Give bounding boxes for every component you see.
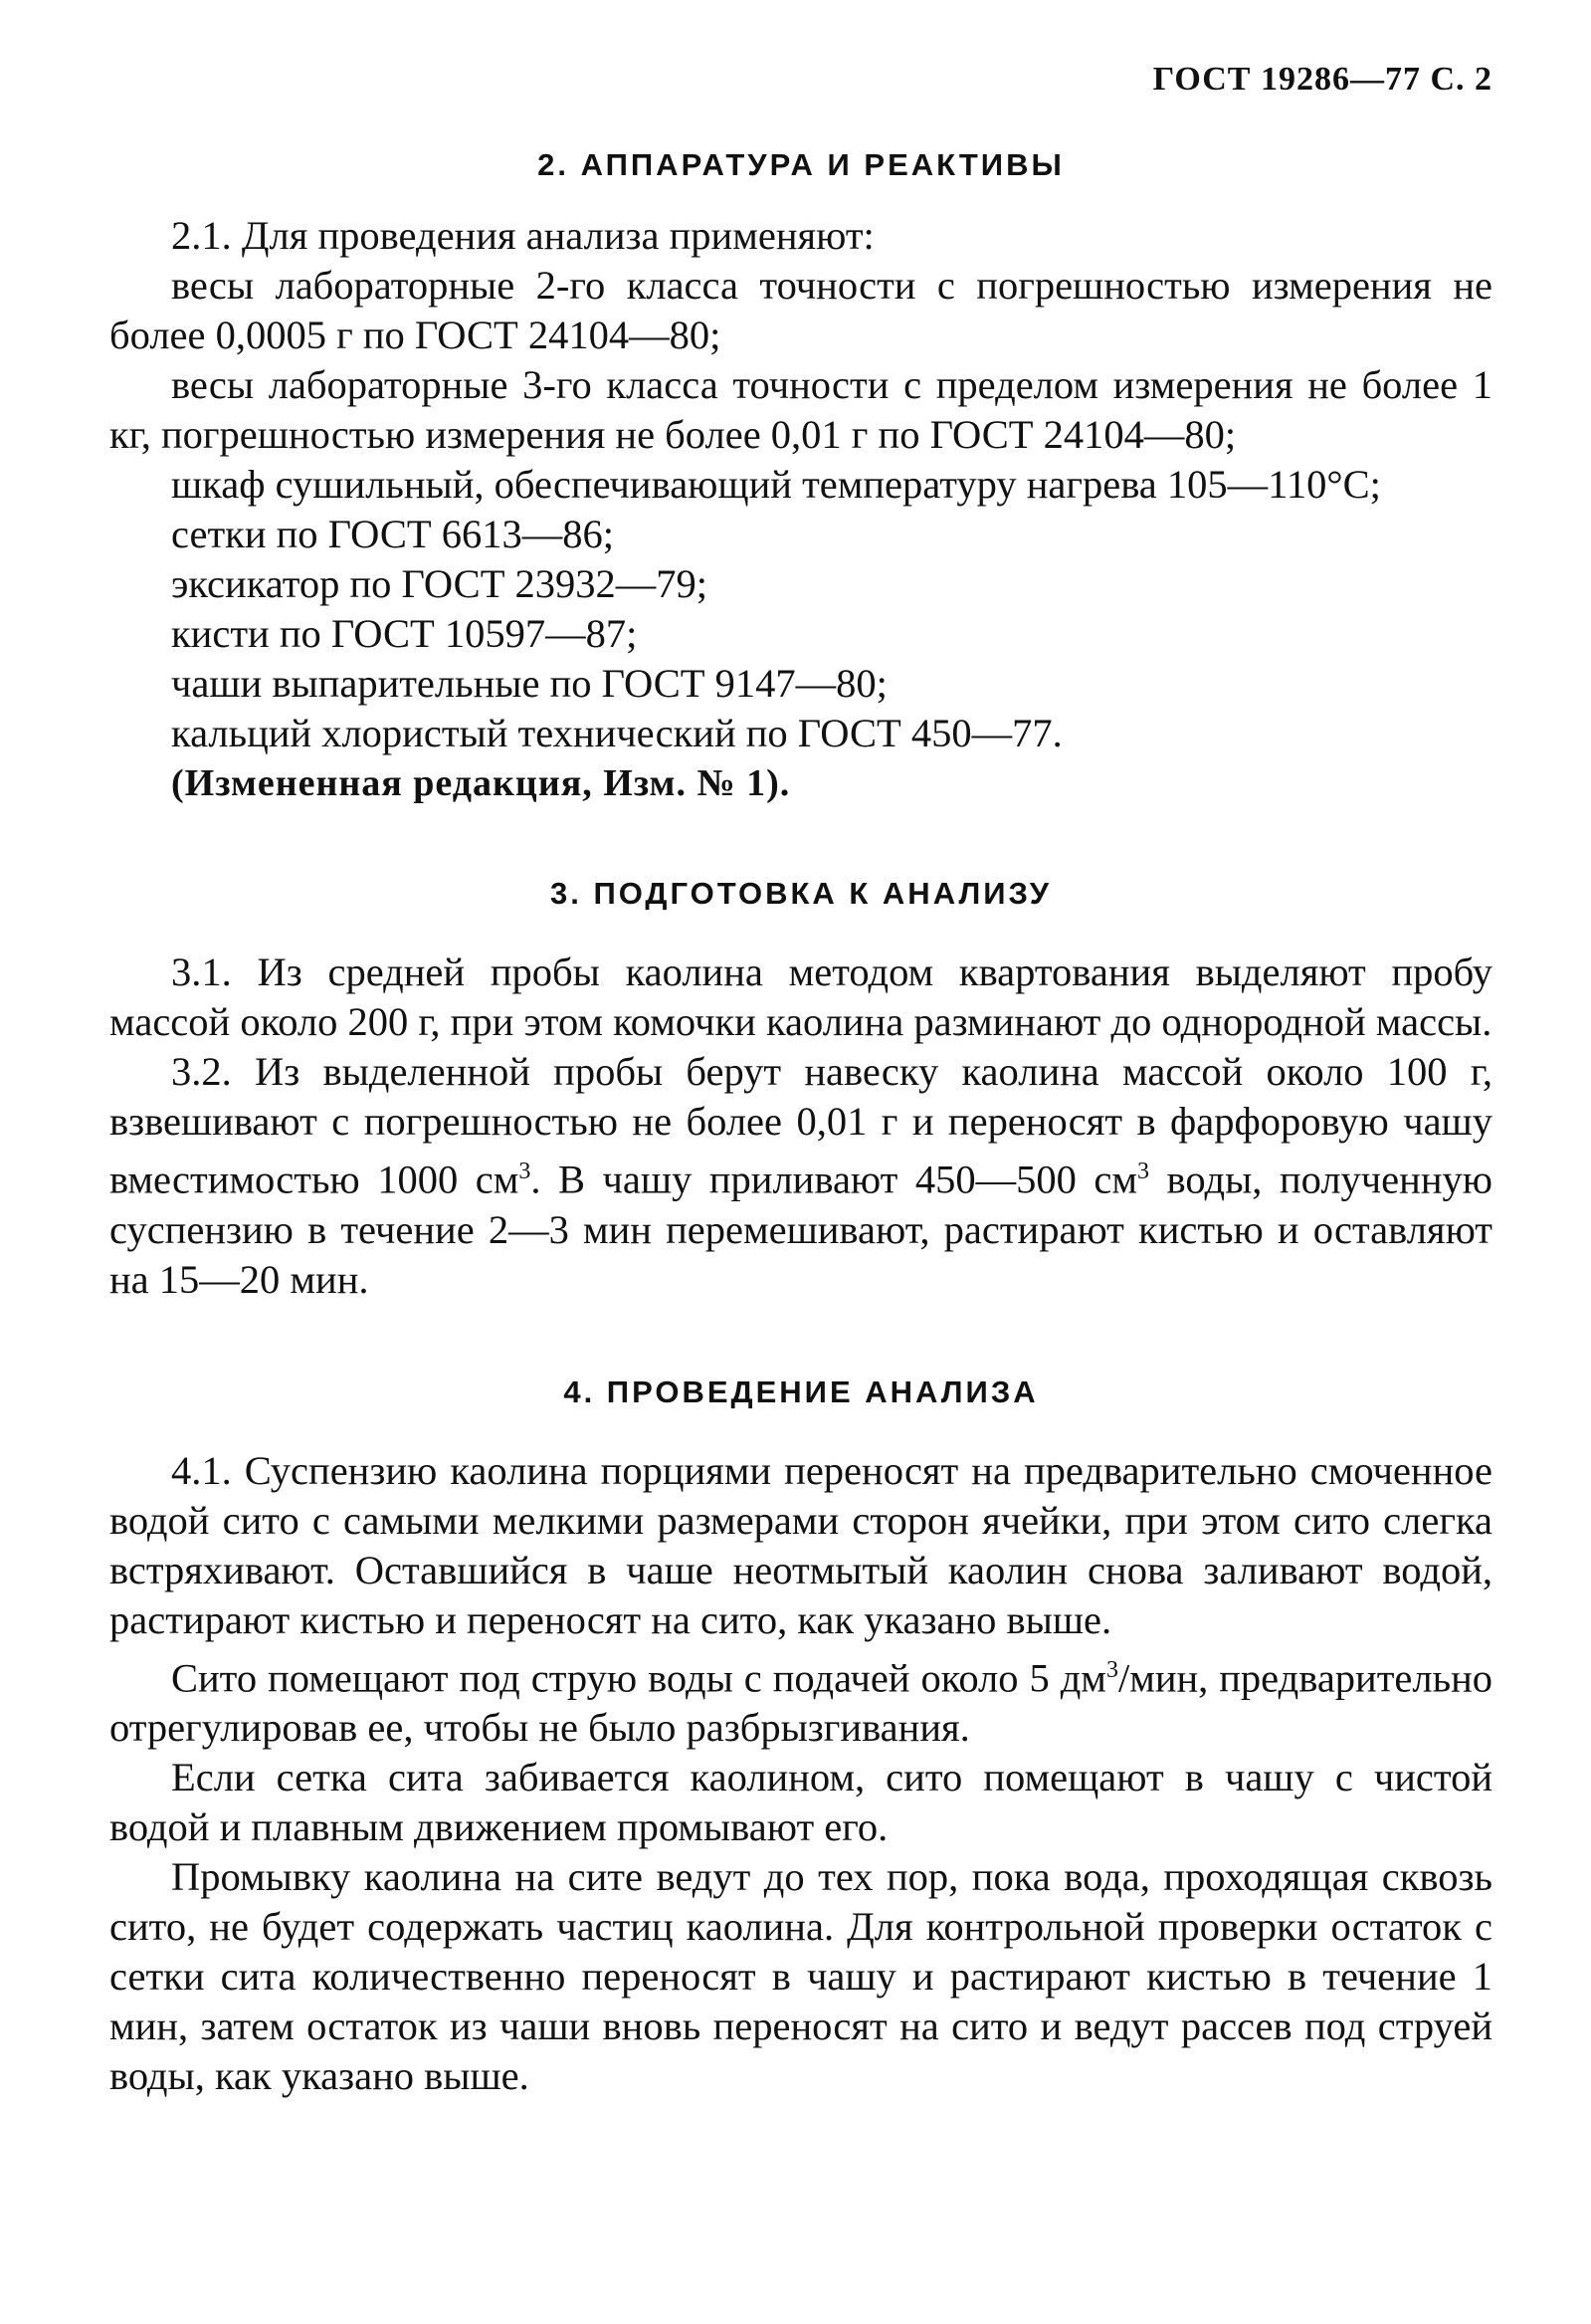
paragraph-3-2-part-b: . В чашу приливают 450—500 см bbox=[530, 1157, 1138, 1202]
paragraph-3-2-part-a: 3.2. Из выделенной пробы берут навеску каолина массой около 100 г, взвешивают с погрешностью не более 0,01 г и переносят в фарфоровую чашу вместимостью 1000 см bbox=[109, 1049, 1492, 1202]
equipment-item: шкаф сушильный, обеспечивающий температуру нагрева 105—110°С; bbox=[171, 462, 1381, 507]
equipment-item: весы лабораторные 2-го класса точности с погрешностью измерения не более 0,0005 г по ГОСТ 24104—80; bbox=[109, 263, 1492, 357]
paragraph-3-1: 3.1. Из средней пробы каолина методом квартования выделяют пробу массой около 200 г, при этом комочки каолина разминают до однородной массы. bbox=[109, 950, 1492, 1044]
paragraph-4-3: Если сетка сита забивается каолином, сито помещают в чашу с чистой водой и плавным движением промывают его. bbox=[109, 1755, 1492, 1849]
paragraph-4-2-part-b: /мин, предварительно отрегулировав ее, чтобы не было разбрызгивания. bbox=[109, 1655, 1493, 1750]
superscript: 3 bbox=[518, 1159, 531, 1184]
section-2-body bbox=[109, 211, 1492, 808]
page-header: ГОСТ 19286—77 С. 2 bbox=[1152, 61, 1492, 98]
section-4-title: 4. ПРОВЕДЕНИЕ АНАЛИЗА bbox=[563, 1373, 1039, 1409]
equipment-item: кисти по ГОСТ 10597—87; bbox=[171, 611, 638, 656]
paragraph-3-2 bbox=[109, 1047, 1492, 1305]
section-3-body bbox=[109, 948, 1492, 1305]
superscript: 3 bbox=[1137, 1159, 1150, 1184]
equipment-item: кальций хлористый технический по ГОСТ 450—77. bbox=[171, 711, 1063, 755]
section-4-body bbox=[109, 1446, 1492, 2102]
paragraph-4-4: Промывку каолина на сите ведут до тех пор, пока вода, проходящая сквозь сито, не будет содержать частиц каолина. Для контрольной проверки остаток с сетки сита количественно переносят в чашу и растирают кистью в течение 1 мин, затем остаток из чаши вновь переносят на сито и ведут рассев под струей воды, как указано выше. bbox=[109, 1854, 1492, 2098]
paragraph-4-2-part-a: Сито помещают под струю воды с подачей около 5 дм bbox=[171, 1655, 1106, 1700]
change-note: (Измененная редакция, Изм. № 1). bbox=[171, 762, 791, 804]
paragraph-4-2 bbox=[109, 1645, 1492, 1754]
equipment-item: весы лабораторные 3-го класса точности с пределом измерения не более 1 кг, погрешностью измерения не более 0,01 г по ГОСТ 24104—80; bbox=[109, 362, 1492, 457]
equipment-item: эксикатор по ГОСТ 23932—79; bbox=[171, 561, 708, 606]
document-page bbox=[109, 50, 1492, 2101]
equipment-item: сетки по ГОСТ 6613—86; bbox=[171, 512, 614, 556]
section-3-title: 3. ПОДГОТОВКА К АНАЛИЗУ bbox=[549, 876, 1053, 911]
paragraph-4-1: 4.1. Суспензию каолина порциями переносят на предварительно смоченное водой сито с самыми мелкими размерами сторон ячейки, при этом сито слегка встряхивают. Оставшийся в чаше неотмытый каолин снова заливают водой, растирают кистью и переносят на сито, как указано выше. bbox=[109, 1447, 1492, 1642]
section-2-title: 2. АППАРАТУРА И РЕАКТИВЫ bbox=[537, 147, 1065, 182]
section-2-intro: 2.1. Для проведения анализа применяют: bbox=[171, 213, 875, 258]
superscript: 3 bbox=[1105, 1656, 1118, 1683]
paragraph-3-2-part-c: воды, полученную суспензию в течение 2—3 мин перемешивают, растирают кистью и оставляют на 15—20 мин. bbox=[109, 1157, 1492, 1302]
equipment-item: чаши выпарительные по ГОСТ 9147—80; bbox=[171, 661, 888, 706]
